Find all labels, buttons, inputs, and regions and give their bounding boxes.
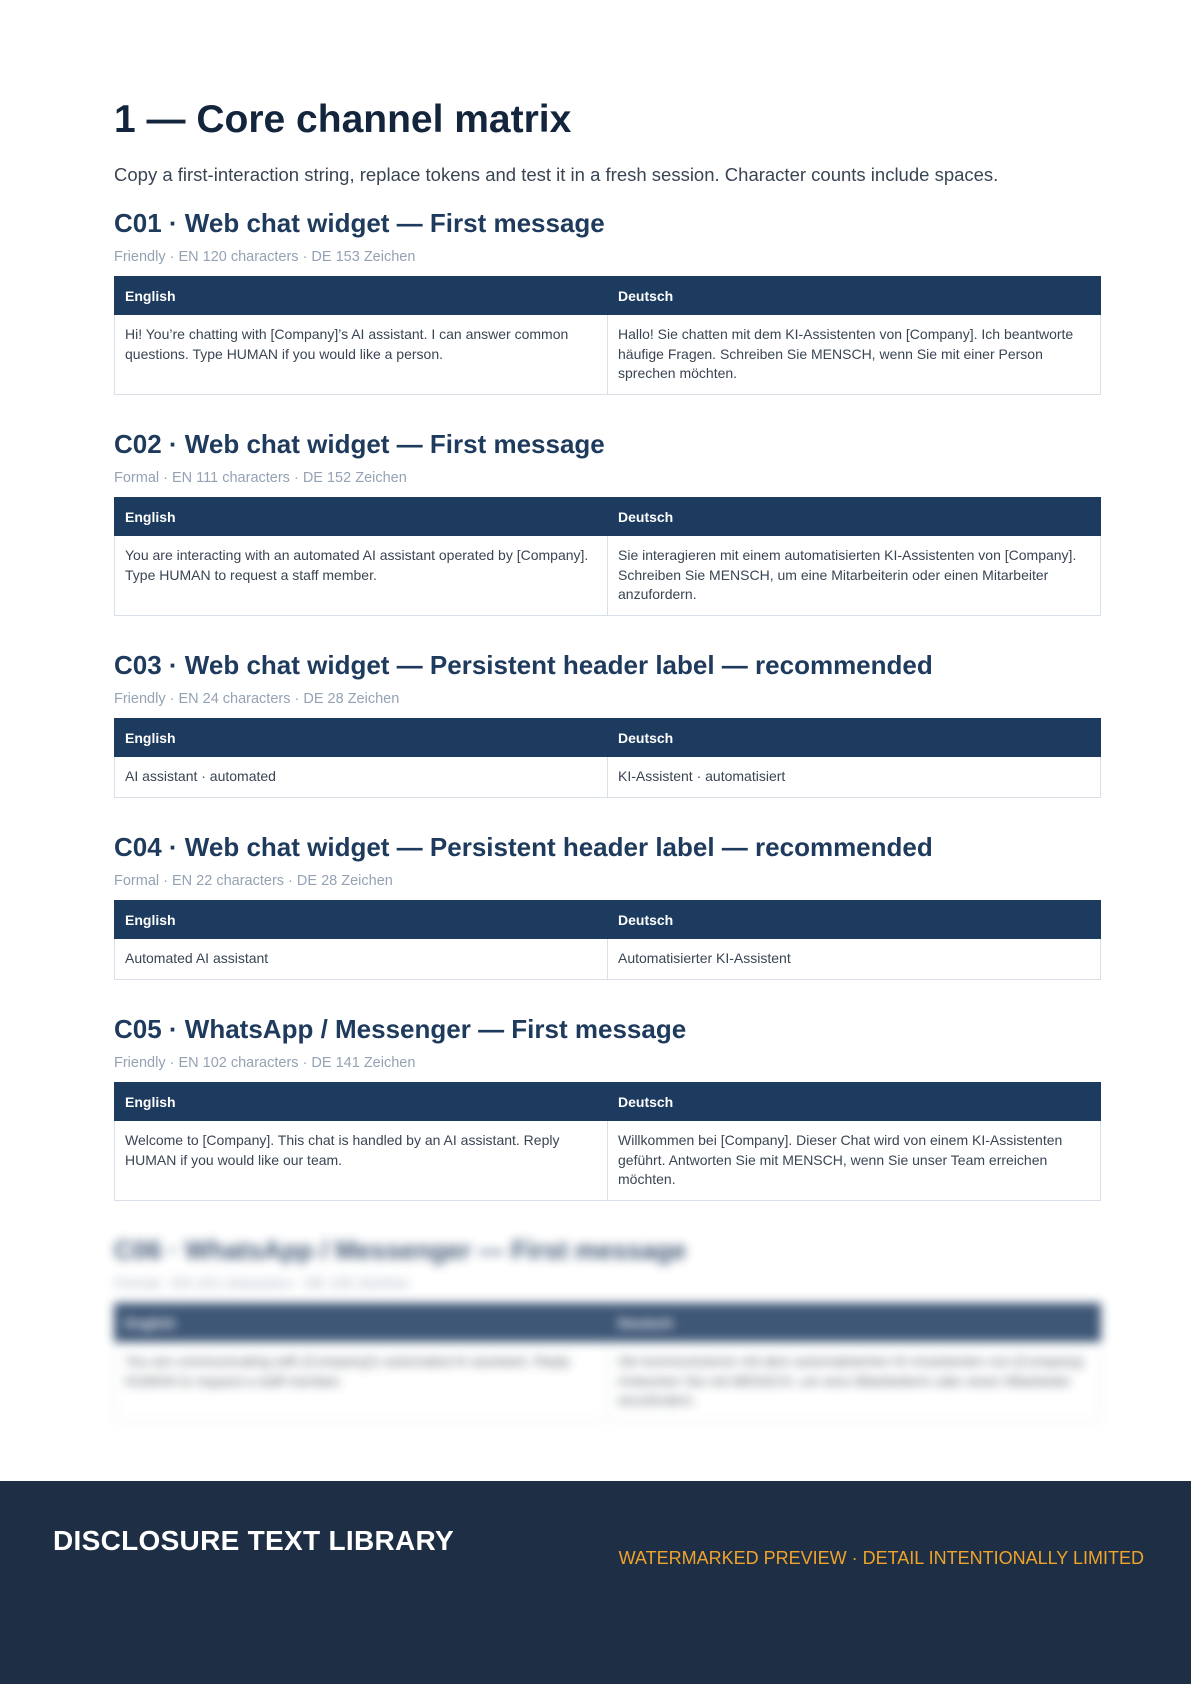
section-meta: Formal · EN 101 characters · DE 155 Zeichen	[114, 1276, 409, 1292]
column-header-deutsch: Deutsch	[608, 1304, 1101, 1342]
column-header-deutsch: Deutsch	[608, 901, 1101, 939]
table-header-row	[115, 719, 1101, 757]
column-header-english: English	[115, 498, 608, 536]
english-text-cell[interactable]: Welcome to [Company]. This chat is handled by an AI assistant. Reply HUMAN if you would like our team.	[115, 1121, 608, 1201]
table-row	[115, 1342, 1101, 1422]
translation-table	[114, 718, 1101, 798]
section-meta: Friendly · EN 102 characters · DE 141 Zeichen	[114, 1055, 416, 1071]
column-header-english: English	[115, 901, 608, 939]
column-header-english: English	[115, 1304, 608, 1342]
section-title: C05 · WhatsApp / Messenger — First message	[114, 1014, 687, 1044]
section-c02	[114, 426, 1101, 616]
english-text-cell[interactable]: You are interacting with an automated AI assistant operated by [Company]. Type HUMAN to request a staff member.	[115, 536, 608, 616]
column-header-deutsch: Deutsch	[608, 719, 1101, 757]
section-title: C04 · Web chat widget — Persistent header label — recommended	[114, 832, 933, 862]
column-header-english: English	[115, 1083, 608, 1121]
translation-table	[114, 900, 1101, 980]
deutsch-text-cell[interactable]: Automatisierter KI-Assistent	[608, 939, 1101, 980]
table-row	[115, 536, 1101, 616]
section-title: C02 · Web chat widget — First message	[114, 429, 605, 459]
english-text-cell[interactable]: AI assistant · automated	[115, 757, 608, 798]
table-header-row	[115, 498, 1101, 536]
deutsch-text-cell[interactable]: Hallo! Sie chatten mit dem KI-Assistenten von [Company]. Ich beantworte häufige Fragen. Schreiben Sie MENSCH, wenn Sie mit einer Person sprechen möchten.	[608, 315, 1101, 395]
table-row	[115, 939, 1101, 980]
english-text-cell[interactable]: Hi! You’re chatting with [Company]’s AI assistant. I can answer common questions. Type HUMAN if you would like a person.	[115, 315, 608, 395]
translation-table	[114, 1303, 1101, 1422]
deutsch-text-cell[interactable]: Willkommen bei [Company]. Dieser Chat wird von einem KI-Assistenten geführt. Antworten Sie mit MENSCH, wenn Sie unser Team erreichen möchten.	[608, 1121, 1101, 1201]
deutsch-text-cell: Sie kommunizieren mit dem automatisierten KI-Assistenten von [Company]. Antworten Sie mit MENSCH, um eine Mitarbeiterin oder einen Mitarbeiter anzufordern.	[608, 1342, 1101, 1422]
column-header-deutsch: Deutsch	[608, 1083, 1101, 1121]
column-header-english: English	[115, 277, 608, 315]
page-title: 1 — Core channel matrix	[114, 98, 572, 141]
translation-table	[114, 497, 1101, 616]
column-header-english: English	[115, 719, 608, 757]
english-text-cell: You are communicating with [Company]'s automated AI assistant. Reply HUMAN to request a staff member.	[115, 1342, 608, 1422]
section-title: C01 · Web chat widget — First message	[114, 208, 605, 238]
section-c05	[114, 1011, 1101, 1201]
section-meta: Friendly · EN 24 characters · DE 28 Zeichen	[114, 691, 400, 707]
table-row	[115, 315, 1101, 395]
column-header-deutsch: Deutsch	[608, 498, 1101, 536]
table-header-row	[115, 1083, 1101, 1121]
translation-table	[114, 276, 1101, 395]
table-header-row	[115, 1304, 1101, 1342]
section-meta: Formal · EN 22 characters · DE 28 Zeichen	[114, 873, 393, 889]
section-c03	[114, 647, 1101, 798]
table-header-row	[115, 901, 1101, 939]
footer-title: DISCLOSURE TEXT LIBRARY	[53, 1525, 454, 1556]
deutsch-text-cell[interactable]: KI-Assistent · automatisiert	[608, 757, 1101, 798]
translation-table	[114, 1082, 1101, 1201]
section-title: C03 · Web chat widget — Persistent header label — recommended	[114, 650, 933, 680]
english-text-cell[interactable]: Automated AI assistant	[115, 939, 608, 980]
section-title: C06 · WhatsApp / Messenger — First message	[114, 1235, 687, 1265]
section-c01	[114, 205, 1101, 395]
section-meta: Friendly · EN 120 characters · DE 153 Zeichen	[114, 249, 416, 265]
section-c06-blurred	[114, 1232, 1101, 1422]
page-intro: Copy a first-interaction string, replace tokens and test it in a fresh session. Character counts include spaces.	[114, 164, 999, 185]
watermark-notice: WATERMARKED PREVIEW · DETAIL INTENTIONALLY LIMITED	[618, 1548, 1144, 1568]
footer-banner	[0, 1481, 1191, 1684]
deutsch-text-cell[interactable]: Sie interagieren mit einem automatisierten KI-Assistenten von [Company]. Schreiben Sie MENSCH, um eine Mitarbeiterin oder einen Mitarbeiter anzufordern.	[608, 536, 1101, 616]
column-header-deutsch: Deutsch	[608, 277, 1101, 315]
table-header-row	[115, 277, 1101, 315]
table-row	[115, 757, 1101, 798]
section-c04	[114, 829, 1101, 980]
table-row	[115, 1121, 1101, 1201]
section-meta: Formal · EN 111 characters · DE 152 Zeichen	[114, 470, 407, 486]
